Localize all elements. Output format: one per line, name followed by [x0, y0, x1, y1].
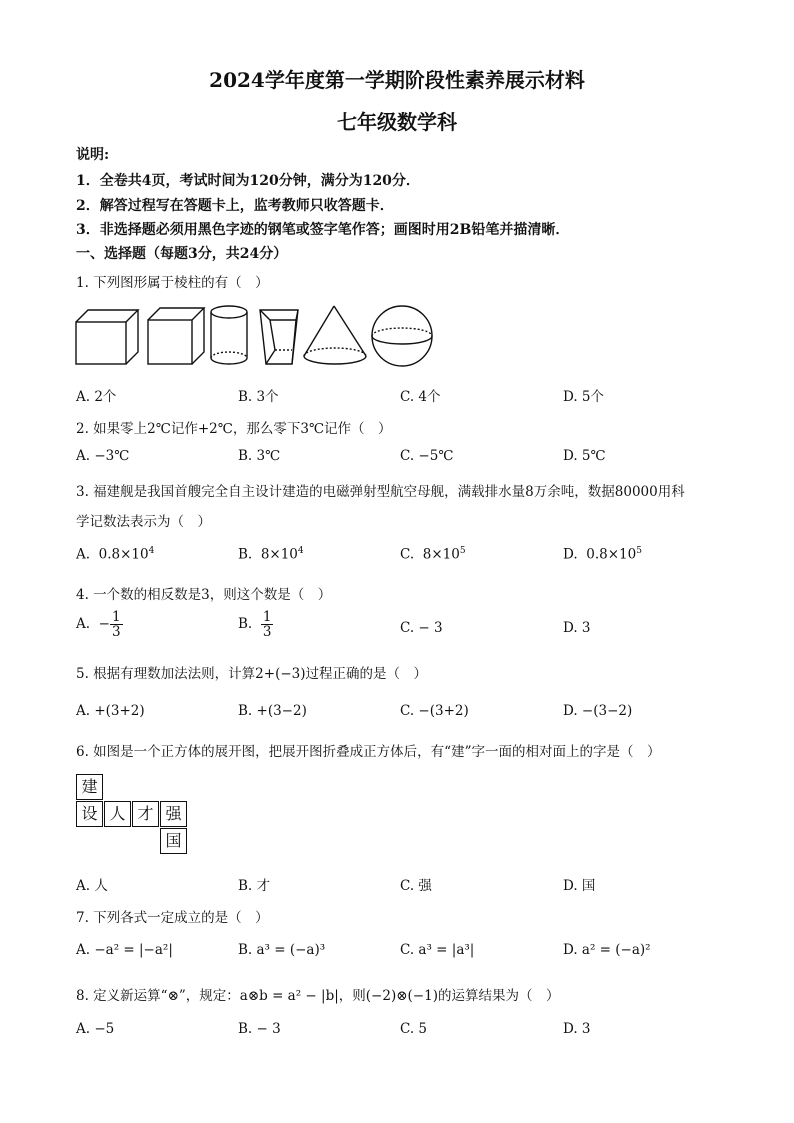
question-8-stem: 8. 定义新运算“⊗”，规定：a⊗b = a² − |b|，则(−2)⊗(−1)的运算结果为（ ）	[76, 988, 560, 1004]
q2-option-c: C. −5℃	[400, 448, 454, 464]
q5-option-c: C. −(3+2)	[400, 703, 469, 719]
net-cell: 人	[104, 801, 131, 827]
note-item-2: 2．解答过程写在答题卡上，监考教师只收答题卡．	[76, 198, 394, 214]
cube-icon	[148, 308, 204, 364]
q8-option-a: A. −5	[76, 1021, 115, 1037]
q6-option-d: D. 国	[563, 878, 596, 894]
q1-option-a: A. 2个	[76, 389, 117, 405]
note-item-3: 3．非选择题必须用黑色字迹的钢笔或签字笔作答；画图时用2B铅笔并描清晰．	[76, 222, 570, 238]
cone-icon	[304, 306, 366, 364]
q3-option-b: B. $8\times 10^4$	[238, 546, 304, 563]
q7-option-a: A. −a² = |−a²|	[76, 942, 173, 958]
question-7-stem: 7. 下列各式一定成立的是（ ）	[76, 910, 269, 926]
q3-option-c: C. $8\times 10^5$	[400, 546, 466, 563]
q5-option-b: B. +(3−2)	[238, 703, 307, 719]
question-3-stem-line2: 学记数法表示为（ ）	[76, 514, 211, 530]
q6-option-b: B. 才	[238, 878, 271, 894]
q6-option-c: C. 强	[400, 878, 432, 894]
net-cell: 设	[76, 801, 103, 827]
note-item-1: 1．全卷共4页，考试时间为120分钟，满分为120分．	[76, 173, 420, 189]
net-cell: 才	[132, 801, 159, 827]
question-2-stem: 2. 如果零上2℃记作+2℃，那么零下3℃记作（ ）	[76, 421, 392, 437]
prism-icon	[260, 310, 298, 364]
q6-option-a: A. 人	[76, 878, 108, 894]
q4-option-c: C. − 3	[400, 620, 443, 636]
q7-option-d: D. a² = (−a)²	[563, 942, 651, 958]
q1-option-d: D. 5个	[563, 389, 605, 405]
fraction: $\frac{1}{3}$	[111, 609, 121, 640]
question-5-stem: 5. 根据有理数加法法则，计算2+(−3)过程正确的是（ ）	[76, 666, 428, 682]
question-6-stem: 6. 如图是一个正方体的展开图，把展开图折叠成正方体后，有“建”字一面的相对面上的字是（ ）	[76, 744, 661, 760]
q2-option-a: A. −3℃	[76, 448, 130, 464]
fraction: $\frac{1}{3}$	[262, 609, 272, 640]
q5-option-d: D. −(3−2)	[563, 703, 633, 719]
q4-option-a: A. − $\frac{1}{3}$	[76, 609, 121, 640]
q2-option-d: D. 5℃	[563, 448, 606, 464]
net-cell: 建	[76, 774, 103, 800]
net-cell: 强	[160, 801, 187, 827]
q8-option-c: C. 5	[400, 1021, 428, 1037]
q2-option-b: B. 3℃	[238, 448, 281, 464]
question-1-stem: 1. 下列图形属于棱柱的有（ ）	[76, 275, 269, 291]
question-4-stem: 4. 一个数的相反数是3，则这个数是（ ）	[76, 587, 332, 603]
q1-option-c: C. 4个	[400, 389, 441, 405]
q1-option-b: B. 3个	[238, 389, 279, 405]
q8-option-b: B. − 3	[238, 1021, 281, 1037]
page-subtitle: 七年级数学科	[337, 110, 457, 134]
page-title: 2024学年度第一学期阶段性素养展示材料	[209, 68, 585, 92]
sphere-icon	[372, 306, 432, 366]
q7-option-c: C. a³ = |a³|	[400, 942, 475, 958]
q4-option-d: D. 3	[563, 620, 591, 636]
q8-option-d: D. 3	[563, 1021, 591, 1037]
q4-option-b: B. $\frac{1}{3}$	[238, 609, 272, 640]
section-heading: 一、选择题（每题3分，共24分）	[76, 246, 288, 262]
q5-option-a: A. +(3+2)	[76, 703, 145, 719]
question-3-stem-line1: 3. 福建舰是我国首艘完全自主设计建造的电磁弹射型航空母舰，满载排水量8万余吨，数据80000用科	[76, 484, 685, 500]
q3-option-d: D. $0.8\times 10^5$	[563, 546, 642, 563]
q1-shapes-figure	[70, 300, 440, 372]
cylinder-icon	[211, 306, 247, 364]
q3-option-a: A. $0.8\times 10^4$	[76, 546, 155, 563]
q7-option-b: B. a³ = (−a)³	[238, 942, 326, 958]
cuboid-icon	[76, 310, 138, 364]
notes-heading: 说明:	[76, 147, 110, 163]
net-cell: 国	[160, 828, 187, 854]
